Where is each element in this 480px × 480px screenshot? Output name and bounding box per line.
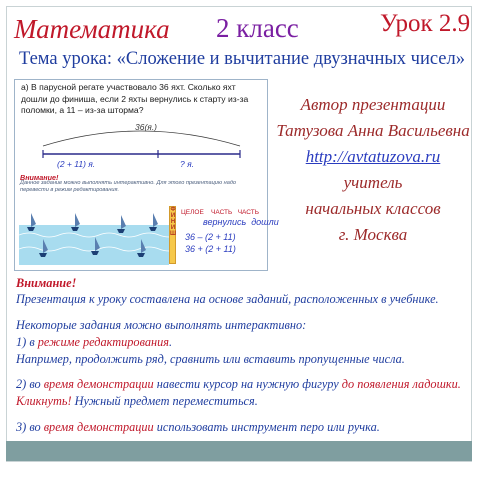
notes-p6: Кликнуть! Нужный предмет переместиться. [16,394,258,408]
task-text: а) В парусной регате участвовало 36 яхт. Сколько яхт дошли до финиша, если 2 яхты вернулись к старту из-за поломки, а 11 – из-за шторма? [21,82,249,115]
task-illustration [14,79,279,271]
author-website-link[interactable]: http://avtatuzova.ru [305,147,441,166]
footer-band [6,441,472,461]
author-role: учитель [343,173,403,192]
author-name: Татузова Анна Васильевна [276,121,470,140]
footer-strip [6,461,472,473]
whole-part-header: ЦЕЛОЕ ЧАСТЬ ЧАСТЬ [181,209,259,216]
table-row-words: вернулись дошли [203,217,279,227]
finish-flag: ФИНИШ [169,206,176,264]
segment-diagram [15,118,267,163]
notes-p5: 2) во время демонстрации навести курсор на нужную фигуру до появления ладошки. [16,377,461,391]
note-title: Внимание! [20,173,59,182]
total-brace [43,131,240,146]
notes-p7: 3) во время демонстрации использовать инструмент перо или ручка. [16,420,380,434]
left-part-label: (2 + 11) я. [57,159,96,169]
author-city: г. Москва [338,225,408,244]
note-text: Данное задание можно выполнять интерактивно. Для этого презентацию надо перевести в режим редактирования. [20,180,237,193]
lesson-title: Урок 2.9 [380,10,471,37]
right-part-label: ? я. [180,159,194,169]
expression-2[interactable]: 36 + (2 + 11) [185,244,236,254]
notes-attention: Внимание! [16,276,77,290]
author-heading: Автор презентации [300,95,446,114]
regatta-picture [19,205,169,265]
expression-1[interactable]: 36 – (2 + 11) [185,232,236,242]
subject-title: Математика [14,14,170,44]
notes-p4: Например, продолжить ряд, сравнить или вставить пропущенные числа. [16,352,405,366]
author-role-2: начальных классов [305,199,441,218]
notes-p1: Презентация к уроку составлена на основе заданий, расположенных в учебнике. [16,292,439,306]
notes-p2: Некоторые задания можно выполнять интерактивно: [16,318,307,332]
total-label: 36(я.) [135,122,158,132]
notes-p3: 1) в режиме редактирования. [16,335,173,349]
grade-title: 2 класс [216,13,299,43]
lesson-topic: Тема урока: «Сложение и вычитание двузначных чисел» [19,49,465,69]
